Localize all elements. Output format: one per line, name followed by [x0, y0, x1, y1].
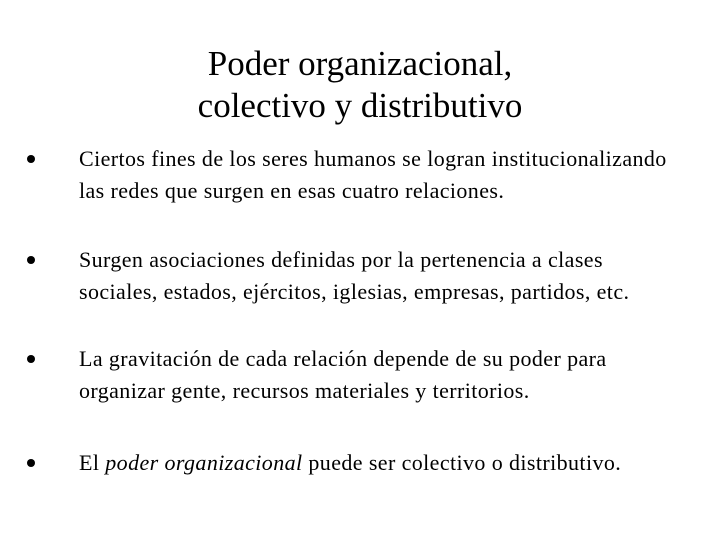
bullet-text: Surgen asociaciones definidas por la pertenencia a clases sociales, estados, ejércitos, iglesias, empresas, partidos, etc.	[79, 247, 630, 304]
bullet-dot-icon	[27, 459, 35, 467]
bullet-text-after: puede ser colectivo o distributivo.	[302, 450, 622, 475]
bullet-dot-icon	[27, 155, 35, 163]
bullet-dot-icon	[27, 355, 35, 363]
bullet-dot-icon	[27, 256, 35, 264]
bullet-text: La gravitación de cada relación depende de su poder para organizar gente, recursos materiales y territorios.	[79, 346, 607, 403]
slide-title	[60, 43, 660, 127]
title-line-2: colectivo y distributivo	[197, 86, 523, 125]
bullet-text: Ciertos fines de los seres humanos se logran institucionalizando las redes que surgen en esas cuatro relaciones.	[79, 146, 667, 203]
title-line-1: Poder organizacional,	[207, 44, 513, 83]
bullet-text-before: El	[79, 450, 106, 475]
bullet-text-emphasis: poder organizacional	[105, 450, 303, 475]
bullet-text	[79, 447, 679, 479]
